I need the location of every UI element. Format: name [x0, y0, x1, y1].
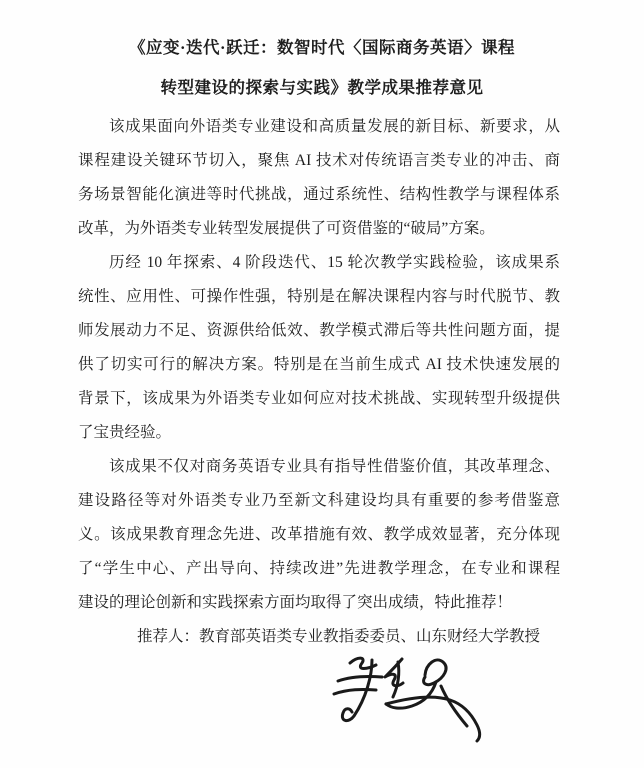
text-line: 课程建设关键环节切入，聚焦 AI 技术对传统语言类专业的冲击、商	[78, 152, 560, 169]
text-line: 统性、应用性、可操作性强，特别是在解决课程内容与时代脱节、教	[78, 288, 560, 305]
signature-stroke	[385, 659, 403, 686]
signature-stroke	[424, 660, 446, 685]
text-line: 建设路径等对外语类专业乃至新文科建设均具有重要的参考借鉴意	[78, 492, 560, 509]
title-line-1: 《应变·迭代·跃迁：数智时代〈国际商务英语〉课程	[128, 38, 515, 57]
signature-stroke	[386, 697, 480, 741]
signature-stroke	[334, 689, 376, 694]
document-body	[78, 110, 560, 654]
text-line: 了“学生中心、产出导向、持续改进”先进教学理念，在专业和课程	[78, 560, 560, 577]
paragraph-3	[78, 450, 560, 620]
text-line: 该成果面向外语类专业建设和高质量发展的新目标、新要求，从	[109, 118, 560, 135]
text-line: 了宝贵经验。	[78, 424, 172, 441]
text-line: 改革，为外语类专业转型发展提供了可资借鉴的“破局”方案。	[78, 220, 495, 237]
paragraph-2	[78, 246, 560, 450]
handwritten-signature-icon	[328, 650, 508, 748]
text-line: 务场景智能化演进等时代挑战，通过系统性、结构性教学与课程体系	[78, 186, 560, 203]
text-line: 该成果不仅对商务英语专业具有指导性借鉴价值，其改革理念、	[109, 458, 560, 475]
title-line-2: 转型建设的探索与实践》教学成果推荐意见	[160, 78, 484, 97]
signature-stroke	[338, 676, 382, 681]
paragraph-1	[78, 110, 560, 246]
text-line: 背景下，该成果为外语类专业如何应对技术挑战、实现转型升级提供	[78, 390, 560, 407]
text-line: 建设的理论创新和实践探索方面均取得了突出成绩，特此推荐！	[78, 594, 513, 611]
text-line: 供了切实可行的解决方案。特别是在当前生成式 AI 技术快速发展的	[78, 356, 560, 373]
text-line: 历经 10 年探索、4 阶段迭代、15 轮次教学实践检验，该成果系	[109, 254, 560, 271]
document-title	[0, 0, 644, 108]
text-line: 义。该成果教育理念先进、改革措施有效、教学成效显著，充分体现	[78, 526, 560, 543]
recommender-line: 推荐人：教育部英语类专业教指委委员、山东财经大学教授	[137, 628, 541, 645]
text-line: 师发展动力不足、资源供给低效、教学模式滞后等共性问题方面，提	[78, 322, 560, 339]
